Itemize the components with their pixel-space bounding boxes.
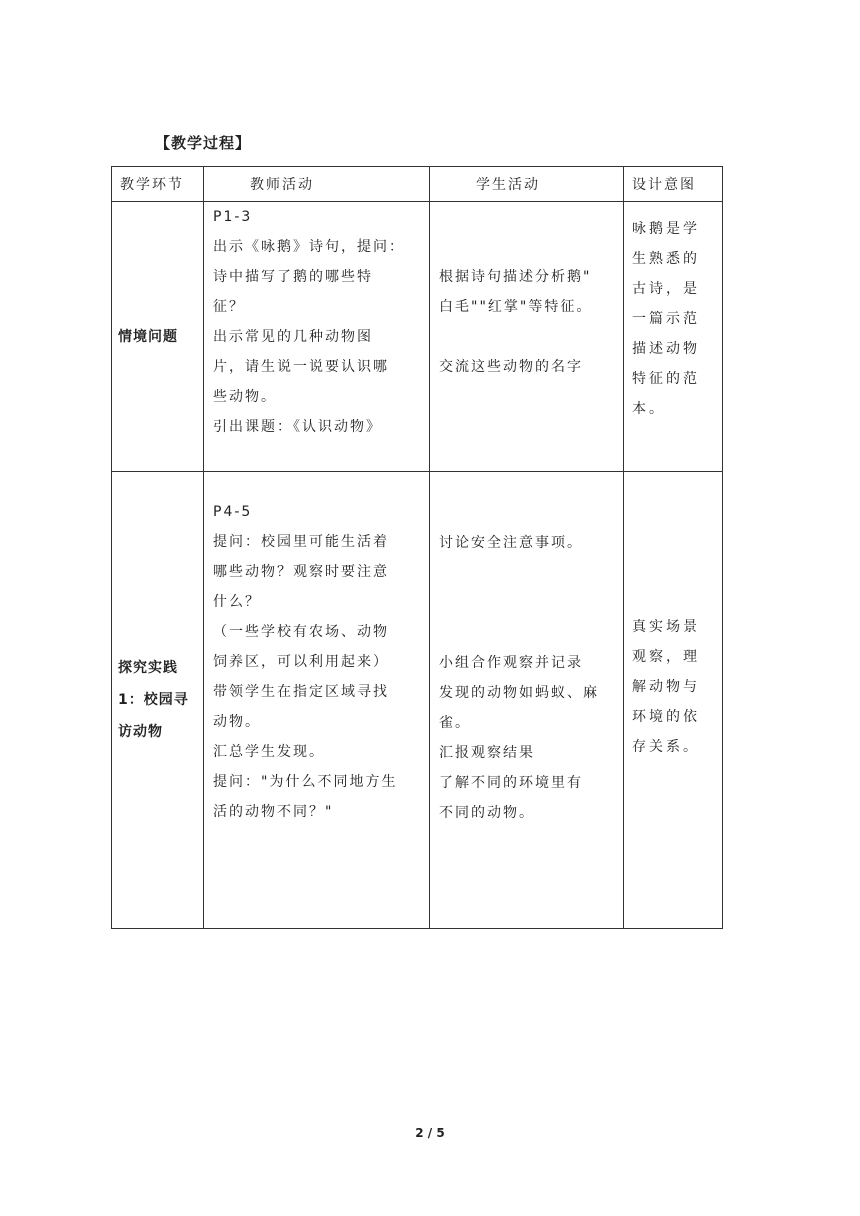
text-line: P1-3 [213, 209, 253, 225]
text-line: 描述动物 [632, 341, 700, 357]
text-line: 古诗，是 [632, 281, 700, 297]
text-line: 根据诗句描述分析鹅" [439, 269, 592, 285]
text-line: 存关系。 [632, 739, 700, 755]
text-line [439, 618, 615, 648]
header-design-intent: 设计意图 [624, 167, 723, 202]
stage-label: 探究实践 [118, 660, 178, 676]
text-line: 汇总学生发现。 [213, 744, 325, 760]
teacher-activity-cell [204, 472, 430, 929]
page-number: 2 / 5 [415, 1126, 445, 1140]
stage-label: 1：校园寻 [118, 692, 189, 708]
student-activity-cell [430, 202, 624, 472]
text-line: 出示常见的几种动物图 [213, 329, 373, 345]
stage-cell [112, 472, 204, 929]
header-teacher-activity: 教师活动 [204, 167, 430, 202]
design-intent-cell [624, 202, 723, 472]
text-line: 带领学生在指定区域寻找 [213, 684, 389, 700]
text-line: 片，请生说一说要认识哪 [213, 359, 389, 375]
text-line: 发现的动物如蚂蚁、麻 [439, 685, 599, 701]
text-line: 生熟悉的 [632, 251, 700, 267]
text-line [439, 558, 615, 588]
text-line: 咏鹅是学 [632, 221, 700, 237]
text-line: 本。 [632, 401, 666, 417]
text-line: 不同的动物。 [439, 805, 535, 821]
text-line: 出示《咏鹅》诗句，提问： [213, 239, 405, 255]
text-line: （一些学校有农场、动物 [213, 624, 389, 640]
text-line: P4-5 [213, 504, 253, 520]
text-line: 征？ [213, 299, 245, 315]
student-activity-cell [430, 472, 624, 929]
text-line: 真实场景 [632, 619, 700, 635]
text-line: 环境的依 [632, 709, 700, 725]
text-line: 汇报观察结果 [439, 745, 535, 761]
text-line: 些动物。 [213, 389, 277, 405]
text-line: 一篇示范 [632, 311, 700, 327]
table-row [112, 472, 723, 929]
design-intent-cell [624, 472, 723, 929]
header-stage: 教学环节 [112, 167, 204, 202]
teaching-process-table [111, 166, 723, 929]
text-line: 特征的范 [632, 371, 700, 387]
text-line: 提问：校园里可能生活着 [213, 534, 389, 550]
text-line: 解动物与 [632, 679, 700, 695]
text-line: 哪些动物？观察时要注意 [213, 564, 389, 580]
stage-label: 情境问题 [118, 328, 178, 345]
text-line: 白毛""红掌"等特征。 [439, 299, 593, 315]
text-line: 诗中描写了鹅的哪些特 [213, 269, 373, 285]
text-line: 小组合作观察并记录 [439, 655, 583, 671]
text-line: 观察，理 [632, 649, 700, 665]
table-header-row [112, 167, 723, 202]
text-line: 交流这些动物的名字 [439, 359, 583, 375]
text-line: 雀。 [439, 715, 471, 731]
text-line: 活的动物不同？" [213, 804, 334, 820]
text-line: 了解不同的环境里有 [439, 775, 583, 791]
section-title: 【教学过程】 [155, 134, 252, 152]
teacher-activity-cell [204, 202, 430, 472]
table-row [112, 202, 723, 472]
stage-cell [112, 202, 204, 472]
text-line: 提问："为什么不同地方生 [213, 774, 398, 790]
text-line [439, 322, 615, 352]
text-line: 什么？ [213, 594, 261, 610]
text-line: 饲养区，可以利用起来） [213, 654, 389, 670]
text-line: 引出课题：《认识动物》 [213, 419, 382, 435]
header-student-activity: 学生活动 [430, 167, 624, 202]
text-line [439, 588, 615, 618]
text-line: 动物。 [213, 714, 261, 730]
stage-label: 访动物 [118, 724, 163, 740]
text-line: 讨论安全注意事项。 [439, 535, 583, 551]
